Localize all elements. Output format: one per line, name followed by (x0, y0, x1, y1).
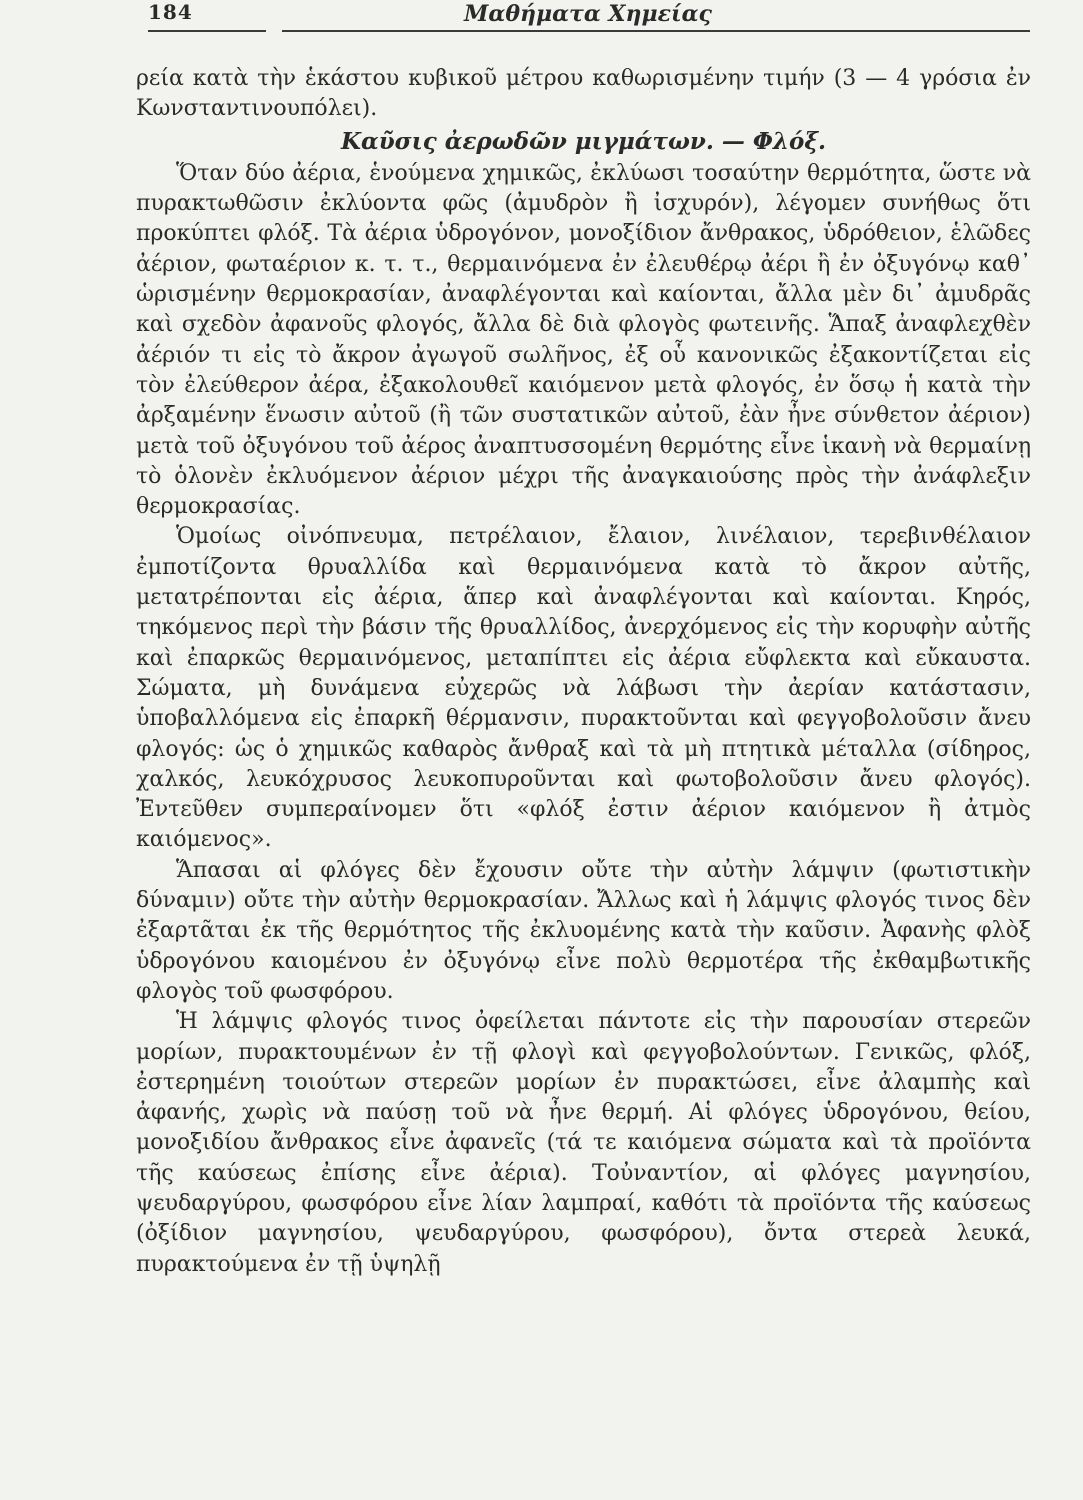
header-rule-left (148, 30, 266, 32)
paragraph: Ὁμοίως οἰνόπνευμα, πετρέλαιον, ἔλαιον, λινέλαιον, τερεβινθέλαιον ἐμποτίζοντα θρυαλλίδα καὶ θερμαινόμενα κατὰ τὸ ἄκρον αὐτῆς, μετατρέπονται εἰς ἀέρια, ἅπερ καὶ ἀναφλέγονται καὶ καίονται. Κηρός, τηκόμενος περὶ τὴν βάσιν τῆς θρυαλλίδος, ἀνερχόμενος εἰς τὴν κορυφὴν αὐτῆς καὶ ἐπαρκῶς θερμαινόμενος, μεταπίπτει εἰς ἀέρια εὔφλεκτα καὶ εὔκαυστα. Σώματα, μὴ δυνάμενα εὐχερῶς νὰ λάβωσι τὴν ἀερίαν κατάστασιν, ὑποβαλλόμενα εἰς ἐπαρκῆ θέρμανσιν, πυρακτοῦνται καὶ φεγγοβολοῦσιν ἄνευ φλογός: ὡς ὁ χημικῶς καθαρὸς ἄνθραξ καὶ τὰ μὴ πτητικὰ μέταλλα (σίδηρος, χαλκός, λευκόχρυσος λευκοπυροῦνται καὶ φωτοβολοῦσιν ἄνευ φλογός). Ἐντεῦθεν συμπεραίνομεν ὅτι «φλόξ ἐστιν ἀέριον καιόμενον ἢ ἀτμὸς καιόμενος». (136, 524, 1031, 853)
paragraph-continuation: ρεία κατὰ τὴν ἑκάστου κυβικοῦ μέτρου καθωρισμένην τιμήν (3 — 4 γρόσια ἐν Κωνσταντινουπόλει). (136, 66, 1031, 122)
paragraph: Ὅταν δύο ἀέρια, ἑνούμενα χημικῶς, ἐκλύωσι τοσαύτην θερμότητα, ὥστε νὰ πυρακτωθῶσιν ἐκλύοντα φῶς (ἀμυδρὸν ἢ ἰσχυρόν), λέγομεν συνήθως ὅτι προκύπτει φλόξ. Τὰ ἀέρια ὑδρογόνον, μονοξίδιον ἄνθρακος, ὑδρόθειον, ἑλῶδες ἀέριον, φωταέριον κ. τ. τ., θερμαινόμενα ἐν ἐλευθέρῳ ἀέρι ἢ ἐν ὀξυγόνῳ καθ᾽ ὡρισμένην θερμοκρασίαν, ἀναφλέγονται καὶ καίονται, ἄλλα μὲν δι᾽ ἀμυδρᾶς καὶ σχεδὸν ἀφανοῦς φλογός, ἄλλα δὲ διὰ φλογὸς φωτεινῆς. Ἅπαξ ἀναφλεχθὲν ἀέριόν τι εἰς τὸ ἄκρον ἀγωγοῦ σωλῆνος, ἐξ οὗ κανονικῶς ἐξακοντίζεται εἰς τὸν ἐλεύθερον ἀέρα, ἐξακολουθεῖ καιόμενον μετὰ φλογός, ἐν ὅσῳ ἡ κατὰ τὴν ἀρξαμένην ἕνωσιν αὐτοῦ (ἢ τῶν συστατικῶν αὐτοῦ, ἐὰν ἦνε σύνθετον ἀέριον) μετὰ τοῦ ὀξυγόνου τοῦ ἀέρος ἀναπτυσσομένη θερμότης εἶνε ἱκανὴ νὰ θερμαίνῃ τὸ ὁλονὲν ἐκλυόμενον ἀέριον μέχρι τῆς ἀναγκαιούσης πρὸς τὴν ἀνάφλεξιν θερμοκρασίας. (136, 160, 1031, 520)
paragraph: Ἡ λάμψις φλογός τινος ὀφείλεται πάντοτε εἰς τὴν παρουσίαν στερεῶν μορίων, πυρακτουμένων ἐν τῇ φλογὶ καὶ φεγγοβολούντων. Γενικῶς, φλόξ, ἐστερημένη τοιούτων στερεῶν μορίων ἐν πυρακτώσει, εἶνε ἀλαμπὴς καὶ ἀφανής, χωρὶς νὰ παύσῃ τοῦ νὰ ἦνε θερμή. Αἱ φλόγες ὑδρογόνου, θείου, μονοξιδίου ἄνθρακος εἶνε ἀφανεῖς (τά τε καιόμενα σώματα καὶ τὰ προϊόντα τῆς καύσεως ἐπίσης εἶνε ἀέρια). Τοὐναντίον, αἱ φλόγες μαγνησίου, ψευδαργύρου, φωσφόρου εἶνε λίαν λαμπραί, καθότι τὰ προϊόντα τῆς καύσεως (ὀξίδιον μαγνησίου, ψευδαργύρου, φωσφόρου), ὄντα στερεὰ λευκά, πυρακτούμενα ἐν τῇ ὑψηλῇ (136, 1009, 1031, 1277)
running-title: Μαθήματα Χημείας (464, 1, 712, 27)
body-text (136, 64, 1031, 1280)
paragraph: Ἅπασαι αἱ φλόγες δὲν ἔχουσιν οὔτε τὴν αὐτὴν λάμψιν (φωτιστικὴν δύναμιν) οὔτε τὴν αὐτὴν θερμοκρασίαν. Ἄλλως καὶ ἡ λάμψις φλογός τινος δὲν ἐξαρτᾶται ἐκ τῆς θερμότητος τῆς ἐκλυομένης κατὰ τὴν καῦσιν. Ἀφανὴς φλὸξ ὑδρογόνου καιομένου ἐν ὀξυγόνῳ εἶνε πολὺ θερμοτέρα τῆς ἐκθαμβωτικῆς φλογὸς τοῦ φωσφόρου. (136, 857, 1031, 1004)
section-heading: Καῦσις ἀερωδῶν μιγμάτων. — Φλόξ. (341, 127, 826, 155)
page-number: 184 (148, 0, 193, 24)
header-rule-right (282, 30, 1030, 32)
